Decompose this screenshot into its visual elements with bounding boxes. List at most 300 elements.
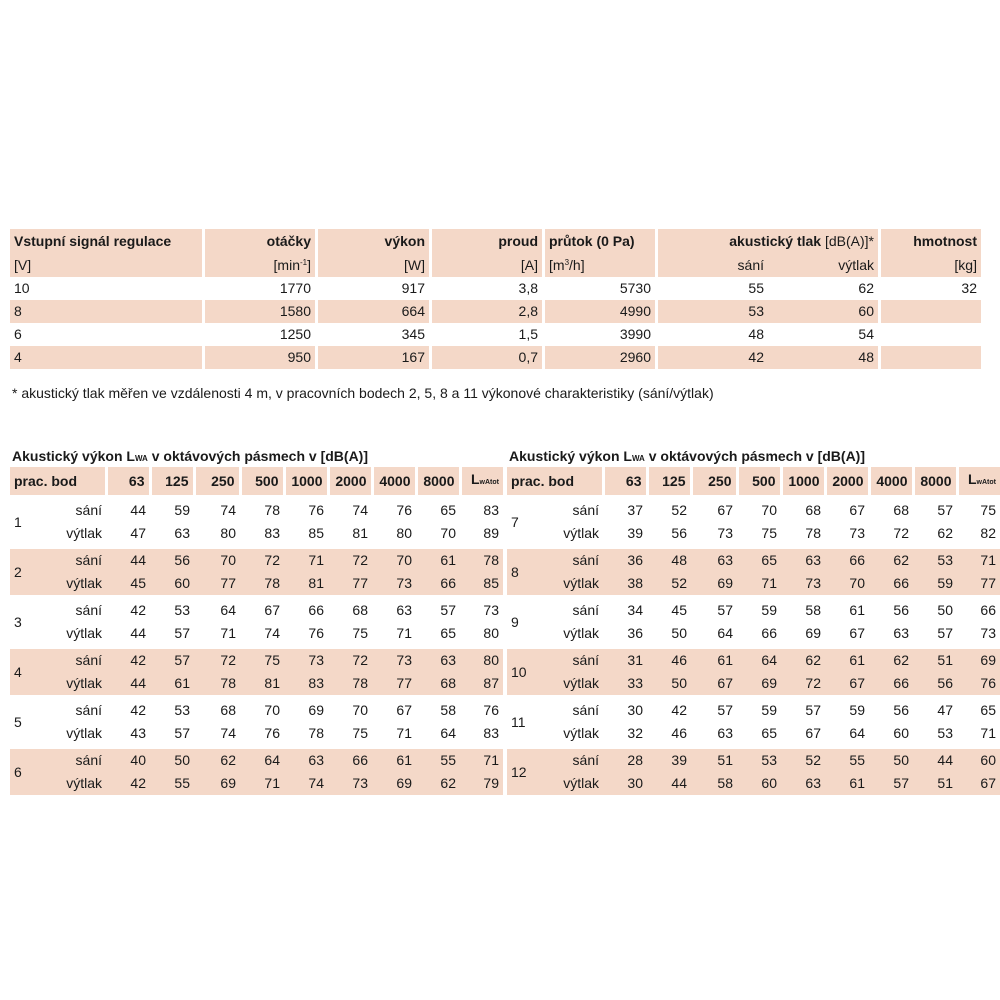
discharge-label: výtlak [559, 672, 603, 697]
value-cell: 67 [825, 672, 869, 697]
value-cell: 45 [647, 597, 691, 622]
suction-label: sání [62, 647, 106, 672]
value-cell: 64 [194, 597, 240, 622]
value-cell: 71 [737, 572, 781, 597]
value-cell: 51 [913, 772, 957, 795]
point-row-discharge [10, 622, 503, 647]
value-cell: 62 [869, 647, 913, 672]
value-cell: 69 [737, 672, 781, 697]
value-cell: 47 [106, 522, 150, 547]
point-row-suction [10, 497, 503, 522]
value-cell: 57 [150, 722, 194, 747]
value-cell: 63 [691, 722, 737, 747]
cell-noise-suction: 42 [748, 349, 764, 365]
octave-table-left [10, 467, 503, 795]
value-cell: 66 [328, 747, 372, 772]
value-cell: 73 [781, 572, 825, 597]
point-row-discharge [507, 522, 1000, 547]
value-cell: 67 [240, 597, 284, 622]
cell-speed: 1580 [279, 303, 311, 319]
value-cell: 62 [194, 747, 240, 772]
table-row [10, 300, 981, 323]
value-cell: 71 [957, 547, 1000, 572]
value-cell: 57 [150, 647, 194, 672]
value-cell: 68 [328, 597, 372, 622]
value-cell: 63 [781, 772, 825, 795]
suction-label: sání [62, 497, 106, 522]
value-cell: 64 [825, 722, 869, 747]
header-operating-point: prac. bod [10, 467, 106, 497]
value-cell: 69 [372, 772, 416, 795]
units-row [10, 254, 981, 277]
point-row-suction [10, 747, 503, 772]
header-noise-label: akustický tlak [729, 233, 822, 249]
value-cell: 59 [825, 697, 869, 722]
value-cell: 81 [284, 572, 328, 597]
discharge-label: výtlak [559, 722, 603, 747]
octave-table-right [507, 467, 1000, 795]
value-cell: 36 [603, 547, 647, 572]
point-row-discharge [507, 722, 1000, 747]
value-cell: 76 [372, 497, 416, 522]
value-cell: 32 [603, 722, 647, 747]
value-cell: 55 [825, 747, 869, 772]
value-cell: 80 [194, 522, 240, 547]
value-cell: 59 [913, 572, 957, 597]
value-cell: 63 [781, 547, 825, 572]
octave-header-row [507, 467, 1000, 497]
value-cell: 53 [913, 547, 957, 572]
discharge-label: výtlak [62, 572, 106, 597]
value-cell: 65 [416, 622, 460, 647]
value-cell: 61 [372, 747, 416, 772]
unit-current: [A] [520, 257, 538, 273]
value-cell: 47 [913, 697, 957, 722]
value-cell: 73 [825, 522, 869, 547]
table-row [10, 346, 981, 369]
value-cell: 85 [284, 522, 328, 547]
discharge-label: výtlak [62, 672, 106, 697]
point-row-suction [10, 547, 503, 572]
value-cell: 70 [194, 547, 240, 572]
header-band-125: 125 [647, 467, 691, 497]
cell-current: 1,5 [518, 326, 538, 342]
value-cell: 57 [781, 697, 825, 722]
cell-speed: 1250 [279, 326, 311, 342]
header-band-4000: 4000 [869, 467, 913, 497]
cell-power: 345 [401, 326, 425, 342]
cell-signal: 10 [14, 280, 30, 296]
value-cell: 64 [416, 722, 460, 747]
value-cell: 67 [691, 497, 737, 522]
value-cell: 51 [913, 647, 957, 672]
value-cell: 67 [781, 722, 825, 747]
value-cell: 78 [240, 497, 284, 522]
value-cell: 56 [869, 697, 913, 722]
value-cell: 55 [416, 747, 460, 772]
value-cell: 58 [416, 697, 460, 722]
value-cell: 83 [460, 722, 503, 747]
cell-noise-discharge: 48 [858, 349, 874, 365]
value-cell: 72 [240, 547, 284, 572]
discharge-label: výtlak [62, 722, 106, 747]
value-cell: 75 [328, 622, 372, 647]
value-cell: 80 [460, 647, 503, 672]
cell-noise-discharge: 54 [858, 326, 874, 342]
value-cell: 89 [460, 522, 503, 547]
value-cell: 52 [647, 497, 691, 522]
value-cell: 42 [106, 597, 150, 622]
table-header-row [10, 229, 981, 254]
cell-signal: 8 [14, 303, 22, 319]
value-cell: 73 [372, 647, 416, 672]
value-cell: 57 [691, 597, 737, 622]
value-cell: 68 [194, 697, 240, 722]
value-cell: 42 [106, 647, 150, 672]
value-cell: 73 [957, 622, 1000, 647]
operating-point: 9 [507, 597, 559, 647]
value-cell: 61 [825, 647, 869, 672]
value-cell: 83 [240, 522, 284, 547]
cell-noise-suction: 53 [748, 303, 764, 319]
value-cell: 30 [603, 772, 647, 795]
point-row-discharge [507, 622, 1000, 647]
value-cell: 76 [240, 722, 284, 747]
value-cell: 53 [913, 722, 957, 747]
value-cell: 53 [150, 597, 194, 622]
header-band-1000: 1000 [781, 467, 825, 497]
table-row [10, 277, 981, 300]
value-cell: 71 [957, 722, 1000, 747]
operating-point: 12 [507, 747, 559, 795]
operating-point: 5 [10, 697, 62, 747]
cell-flow: 3990 [619, 326, 651, 342]
footnote: * akustický tlak měřen ve vzdálenosti 4 m, v pracovních bodech 2, 5, 8 a 11 výkonové charakteristiky (sání/výtlak) [12, 385, 714, 401]
value-cell: 56 [647, 522, 691, 547]
cell-weight [881, 346, 981, 369]
cell-flow: 5730 [619, 280, 651, 296]
value-cell: 71 [194, 622, 240, 647]
cell-power: 917 [401, 280, 425, 296]
header-band-500: 500 [737, 467, 781, 497]
value-cell: 52 [647, 572, 691, 597]
value-cell: 62 [913, 522, 957, 547]
value-cell: 34 [603, 597, 647, 622]
cell-signal: 4 [14, 349, 22, 365]
value-cell: 28 [603, 747, 647, 772]
value-cell: 66 [957, 597, 1000, 622]
value-cell: 72 [194, 647, 240, 672]
value-cell: 68 [416, 672, 460, 697]
octave-block-left [10, 445, 503, 795]
unit-signal: [V] [14, 257, 32, 273]
suction-label: sání [62, 547, 106, 572]
discharge-label: výtlak [559, 622, 603, 647]
value-cell: 55 [150, 772, 194, 795]
unit-weight: [kg] [954, 257, 977, 273]
header-weight: hmotnost [913, 233, 977, 249]
value-cell: 67 [372, 697, 416, 722]
value-cell: 63 [691, 547, 737, 572]
value-cell: 56 [913, 672, 957, 697]
value-cell: 72 [328, 647, 372, 672]
value-cell: 66 [869, 572, 913, 597]
point-row-suction [507, 697, 1000, 722]
value-cell: 62 [869, 547, 913, 572]
value-cell: 67 [691, 672, 737, 697]
value-cell: 50 [869, 747, 913, 772]
value-cell: 44 [647, 772, 691, 795]
header-band-250: 250 [194, 467, 240, 497]
header-operating-point: prac. bod [507, 467, 603, 497]
cell-flow: 2960 [619, 349, 651, 365]
value-cell: 39 [603, 522, 647, 547]
cell-weight [881, 300, 981, 323]
value-cell: 78 [781, 522, 825, 547]
suction-label: sání [62, 597, 106, 622]
value-cell: 71 [240, 772, 284, 795]
value-cell: 71 [460, 747, 503, 772]
value-cell: 50 [913, 597, 957, 622]
cell-weight [881, 323, 981, 346]
suction-label: sání [559, 747, 603, 772]
value-cell: 73 [328, 772, 372, 795]
value-cell: 31 [603, 647, 647, 672]
value-cell: 73 [460, 597, 503, 622]
point-row-suction [507, 497, 1000, 522]
cell-signal: 6 [14, 326, 22, 342]
value-cell: 65 [737, 722, 781, 747]
value-cell: 50 [647, 672, 691, 697]
point-row-discharge [10, 522, 503, 547]
value-cell: 44 [913, 747, 957, 772]
unit-noise-suction: sání [737, 257, 764, 273]
value-cell: 71 [284, 547, 328, 572]
value-cell: 44 [106, 672, 150, 697]
cell-noise-suction: 48 [748, 326, 764, 342]
value-cell: 68 [781, 497, 825, 522]
value-cell: 61 [825, 597, 869, 622]
value-cell: 59 [150, 497, 194, 522]
suction-label: sání [559, 497, 603, 522]
value-cell: 64 [240, 747, 284, 772]
value-cell: 78 [194, 672, 240, 697]
value-cell: 59 [737, 597, 781, 622]
value-cell: 64 [691, 622, 737, 647]
header-band-2000: 2000 [825, 467, 869, 497]
value-cell: 73 [284, 647, 328, 672]
header-current: proud [498, 233, 538, 249]
value-cell: 39 [647, 747, 691, 772]
header-band-125: 125 [150, 467, 194, 497]
suction-label: sání [62, 747, 106, 772]
value-cell: 36 [603, 622, 647, 647]
point-row-discharge [10, 772, 503, 795]
value-cell: 66 [416, 572, 460, 597]
value-cell: 78 [328, 672, 372, 697]
value-cell: 57 [150, 622, 194, 647]
value-cell: 77 [328, 572, 372, 597]
value-cell: 68 [869, 497, 913, 522]
point-row-suction [10, 647, 503, 672]
value-cell: 40 [106, 747, 150, 772]
value-cell: 61 [150, 672, 194, 697]
value-cell: 72 [328, 547, 372, 572]
value-cell: 57 [416, 597, 460, 622]
value-cell: 57 [869, 772, 913, 795]
value-cell: 83 [460, 497, 503, 522]
value-cell: 66 [284, 597, 328, 622]
discharge-label: výtlak [62, 622, 106, 647]
point-row-discharge [10, 672, 503, 697]
value-cell: 53 [150, 697, 194, 722]
operating-point: 3 [10, 597, 62, 647]
value-cell: 70 [328, 697, 372, 722]
value-cell: 82 [957, 522, 1000, 547]
value-cell: 44 [106, 547, 150, 572]
value-cell: 60 [869, 722, 913, 747]
value-cell: 69 [194, 772, 240, 795]
value-cell: 67 [957, 772, 1000, 795]
value-cell: 73 [372, 572, 416, 597]
operating-point: 2 [10, 547, 62, 597]
value-cell: 42 [647, 697, 691, 722]
octave-block-right [507, 445, 1000, 795]
point-row-suction [507, 747, 1000, 772]
header-flow: průtok (0 Pa) [549, 233, 635, 249]
value-cell: 72 [781, 672, 825, 697]
value-cell: 63 [869, 622, 913, 647]
value-cell: 75 [737, 522, 781, 547]
value-cell: 70 [416, 522, 460, 547]
value-cell: 33 [603, 672, 647, 697]
value-cell: 74 [240, 622, 284, 647]
header-total: LwAtot [957, 467, 1000, 497]
discharge-label: výtlak [62, 772, 106, 795]
suction-label: sání [559, 597, 603, 622]
value-cell: 42 [106, 697, 150, 722]
value-cell: 44 [106, 622, 150, 647]
point-row-suction [507, 547, 1000, 572]
value-cell: 63 [150, 522, 194, 547]
value-cell: 81 [328, 522, 372, 547]
value-cell: 78 [460, 547, 503, 572]
value-cell: 64 [737, 647, 781, 672]
discharge-label: výtlak [559, 772, 603, 795]
operating-point: 4 [10, 647, 62, 697]
cell-current: 3,8 [518, 280, 538, 296]
value-cell: 78 [284, 722, 328, 747]
value-cell: 69 [284, 697, 328, 722]
value-cell: 48 [647, 547, 691, 572]
value-cell: 65 [416, 497, 460, 522]
unit-flow: $[m^3/h]$ [549, 257, 585, 273]
operating-point: 8 [507, 547, 559, 597]
value-cell: 45 [106, 572, 150, 597]
value-cell: 66 [737, 622, 781, 647]
value-cell: 42 [106, 772, 150, 795]
header-band-8000: 8000 [913, 467, 957, 497]
value-cell: 70 [737, 497, 781, 522]
header-band-63: 63 [603, 467, 647, 497]
value-cell: 53 [737, 747, 781, 772]
value-cell: 76 [284, 622, 328, 647]
header-noise [658, 229, 878, 254]
header-band-500: 500 [240, 467, 284, 497]
value-cell: 43 [106, 722, 150, 747]
cell-current: 0,7 [518, 349, 538, 365]
value-cell: 66 [825, 547, 869, 572]
value-cell: 71 [372, 622, 416, 647]
value-cell: 70 [372, 547, 416, 572]
cell-speed: 950 [287, 349, 311, 365]
cell-speed: 1770 [279, 280, 311, 296]
header-signal: Vstupní signál regulace [14, 233, 172, 249]
cell-noise-suction: 55 [748, 280, 764, 296]
value-cell: 76 [460, 697, 503, 722]
suction-label: sání [559, 647, 603, 672]
point-row-discharge [10, 722, 503, 747]
value-cell: 75 [328, 722, 372, 747]
header-band-250: 250 [691, 467, 737, 497]
header-band-4000: 4000 [372, 467, 416, 497]
value-cell: 63 [372, 597, 416, 622]
value-cell: 57 [913, 497, 957, 522]
value-cell: 61 [825, 772, 869, 795]
value-cell: 38 [603, 572, 647, 597]
value-cell: 56 [150, 547, 194, 572]
value-cell: 62 [416, 772, 460, 795]
value-cell: 85 [460, 572, 503, 597]
value-cell: 70 [240, 697, 284, 722]
value-cell: 63 [284, 747, 328, 772]
header-band-63: 63 [106, 467, 150, 497]
value-cell: 70 [825, 572, 869, 597]
value-cell: 59 [737, 697, 781, 722]
value-cell: 75 [240, 647, 284, 672]
value-cell: 76 [284, 497, 328, 522]
value-cell: 44 [106, 497, 150, 522]
header-speed: otáčky [266, 233, 311, 249]
point-row-suction [10, 597, 503, 622]
operating-point: 11 [507, 697, 559, 747]
suction-label: sání [559, 697, 603, 722]
value-cell: 80 [372, 522, 416, 547]
discharge-label: výtlak [559, 522, 603, 547]
point-row-suction [507, 647, 1000, 672]
value-cell: 65 [737, 547, 781, 572]
unit-speed: $[\min^{-1}]$ [273, 257, 311, 273]
value-cell: 50 [150, 747, 194, 772]
value-cell: 65 [957, 697, 1000, 722]
value-cell: 61 [416, 547, 460, 572]
value-cell: 69 [957, 647, 1000, 672]
value-cell: 56 [869, 597, 913, 622]
unit-noise-discharge: výtlak [838, 257, 874, 273]
value-cell: 79 [460, 772, 503, 795]
octave-title-right: Akustický výkon LWA v oktávových pásmech v [dB(A)] [509, 448, 865, 464]
value-cell: 57 [691, 697, 737, 722]
discharge-label: výtlak [62, 522, 106, 547]
value-cell: 81 [240, 672, 284, 697]
value-cell: 73 [691, 522, 737, 547]
value-cell: 46 [647, 647, 691, 672]
value-cell: 61 [691, 647, 737, 672]
suction-label: sání [559, 547, 603, 572]
value-cell: 75 [957, 497, 1000, 522]
cell-weight: 32 [961, 280, 977, 296]
operating-point: 6 [10, 747, 62, 795]
